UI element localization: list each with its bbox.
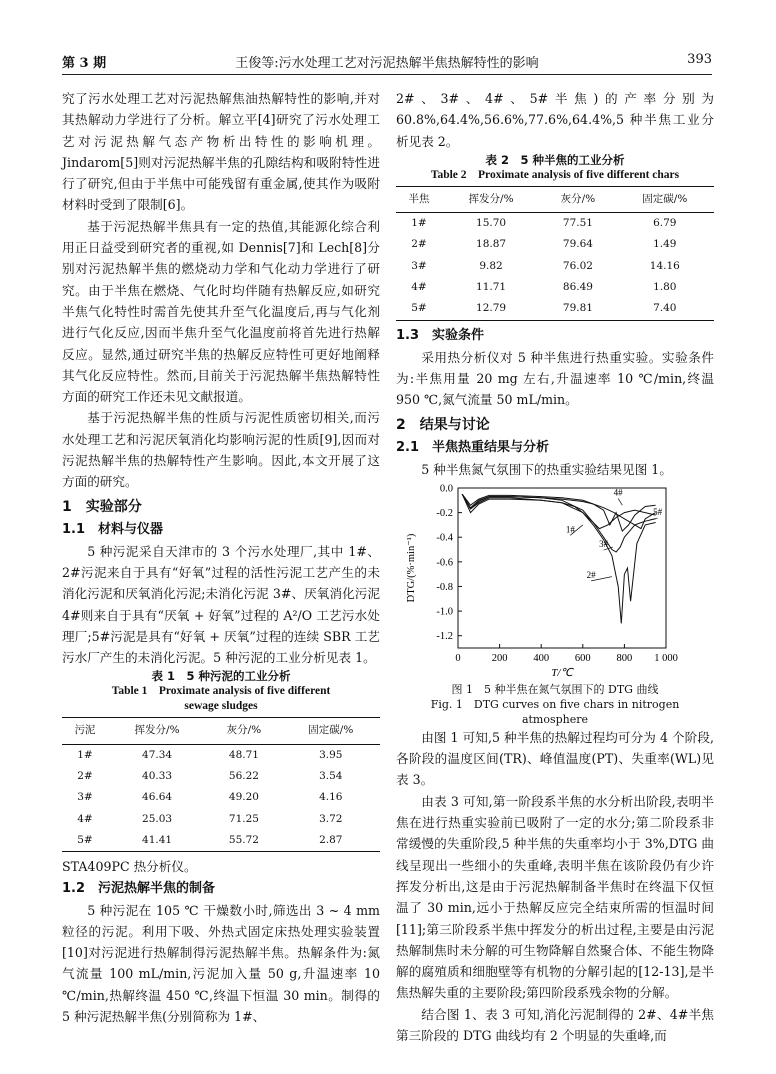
left-column bbox=[62, 88, 380, 1027]
table-cell: 2# bbox=[411, 238, 427, 251]
y-tick-label: -0.2 bbox=[436, 507, 453, 519]
x-axis-label: T/℃ bbox=[551, 666, 573, 679]
page-number: 393 bbox=[687, 52, 712, 67]
running-header bbox=[62, 52, 712, 74]
table-row bbox=[396, 298, 714, 320]
x-tick-label: 800 bbox=[616, 652, 633, 664]
table-cell: 9.82 bbox=[479, 259, 503, 272]
table-cell: 46.64 bbox=[142, 791, 173, 804]
table-cell: 41.41 bbox=[108, 830, 206, 852]
paragraph: STA409PC 热分析仪。 bbox=[62, 859, 197, 875]
table-cell: 49.20 bbox=[228, 791, 259, 804]
paragraph: 采用热分析仪对 5 种半焦进行热重实验。实验条件为:半焦用量 20 mg 左右,升温速率 10 ℃/min,终温 950 ℃,氮气流量 50 mL/min。 bbox=[396, 349, 714, 408]
x-tick-label: 600 bbox=[574, 652, 591, 664]
table-row bbox=[62, 809, 380, 830]
table-row bbox=[62, 744, 380, 766]
x-tick-label: 200 bbox=[491, 652, 508, 664]
paragraph: 5 种半焦氮气氛围下的热重实验结果见图 1。 bbox=[421, 461, 672, 477]
table-cell: 47.34 bbox=[142, 748, 173, 761]
table-row bbox=[62, 830, 380, 852]
table-caption: 表 1 5 种污泥的工业分析 bbox=[151, 669, 291, 684]
table-cell: 79.64 bbox=[562, 238, 593, 251]
table-cell: 1# bbox=[77, 748, 93, 761]
y-axis-label: DTG/(%·min⁻¹) bbox=[406, 533, 417, 603]
table-1 bbox=[62, 717, 380, 852]
series-label: 5# bbox=[653, 506, 663, 517]
table-cell: 3.54 bbox=[319, 770, 343, 783]
table-cell: 55.72 bbox=[206, 830, 281, 852]
paragraph: 2#、3#、4#、5#半焦)的产率分别为 60.8%,64.4%,56.6%,77.6%,64.4%,5 种半焦工业分析见表 2。 bbox=[396, 91, 714, 149]
table-cell: 3.72 bbox=[319, 812, 343, 825]
table-caption-en: Table 1 Proximate analysis of five different bbox=[111, 685, 331, 698]
table-row bbox=[396, 234, 714, 255]
table-header-cell: 固定碳/% bbox=[616, 186, 714, 212]
figure-caption-en: Fig. 1 DTG curves on five chars in nitrogen atmosphere bbox=[430, 697, 680, 726]
table-row bbox=[396, 256, 714, 277]
figure-1 bbox=[396, 480, 714, 682]
section-heading: 1 实验部分 bbox=[62, 498, 142, 515]
table-cell: 15.70 bbox=[476, 217, 507, 230]
table-caption-en: Table 2 Proximate analysis of five different chars bbox=[430, 168, 680, 181]
table-cell: 14.16 bbox=[649, 259, 680, 272]
table-cell: 1.80 bbox=[653, 281, 677, 294]
series-label: 3# bbox=[599, 538, 609, 549]
table-cell: 7.40 bbox=[616, 298, 714, 320]
y-tick-label: -0.8 bbox=[436, 581, 453, 593]
table-row bbox=[396, 277, 714, 298]
table-cell: 25.03 bbox=[142, 812, 173, 825]
subsection-heading: 1.2 污泥热解半焦的制备 bbox=[62, 880, 216, 896]
table-header-cell: 固定碳/% bbox=[282, 718, 380, 744]
table-row bbox=[396, 213, 714, 235]
table-cell: 2.87 bbox=[282, 830, 380, 852]
header-rule bbox=[62, 74, 712, 75]
y-tick-label: 0.0 bbox=[439, 483, 453, 495]
running-title: 王俊等:污水处理工艺对污泥热解半焦热解特性的影响 bbox=[235, 56, 539, 71]
table-caption-en: sewage sludges bbox=[184, 700, 258, 713]
table-cell: 86.49 bbox=[562, 281, 593, 294]
table-cell: 6.79 bbox=[653, 217, 677, 230]
table-cell: 1.49 bbox=[653, 238, 677, 251]
table-cell: 12.79 bbox=[442, 298, 540, 320]
table-cell: 56.22 bbox=[228, 770, 259, 783]
plot-frame bbox=[458, 488, 666, 648]
table-caption: 表 2 5 种半焦的工业分析 bbox=[485, 152, 625, 167]
table-cell: 3# bbox=[411, 259, 427, 272]
y-tick-label: -1.2 bbox=[436, 631, 453, 643]
series-label: 1# bbox=[565, 524, 575, 535]
table-cell: 11.71 bbox=[476, 281, 507, 294]
table-cell: 18.87 bbox=[476, 238, 507, 251]
paragraph: 结合图 1、表 3 可知,消化污泥制得的 2#、4#半焦第三阶段的 DTG 曲线均有 2 个明显的失重峰,而 bbox=[396, 1006, 714, 1044]
paragraph: 究了污水处理工艺对污泥热解焦油热解特性的影响,并对其热解动力学进行了分析。解立平[4]研究了污水处理工艺对污泥热解气态产物析出特性的影响机理。Jindarom[5]则对污泥热解半焦的孔隙结构和吸附特性进行了研究,但由于半焦中可能残留有重金属,使其作为吸附材料时受到了限制[6]。 bbox=[62, 91, 380, 213]
table-row bbox=[62, 766, 380, 787]
series-label: 2# bbox=[586, 569, 596, 580]
series-label: 4# bbox=[613, 487, 623, 498]
series-leader bbox=[618, 498, 622, 505]
table-cell: 4# bbox=[77, 812, 93, 825]
table-row bbox=[62, 787, 380, 808]
paragraph: 由图 1 可知,5 种半焦的热解过程均可分为 4 个阶段,各阶段的温度区间(TR)、峰值温度(PT)、失重率(WL)见表 3。 bbox=[396, 729, 714, 788]
issue-number: 第 3 期 bbox=[62, 56, 107, 71]
table-header-cell: 挥发分/% bbox=[442, 186, 540, 212]
paragraph: 5 种污泥在 105 ℃ 干燥数小时,筛选出 3 ~ 4 mm 粒径的污泥。利用下吸、外热式固定床热处理实验装置[10]对污泥进行热解制得污泥热解半焦。热解条件为:氮气流量 100 mL/min,污泥加入量 50 g,升温速率 10 ℃/min,热解终温 450 ℃,终温下恒温 30 min。制得的 5 种污泥热解半焦(分别简称为 1#、 bbox=[62, 902, 380, 1024]
right-column bbox=[396, 88, 714, 1046]
subsection-heading: 1.3 实验条件 bbox=[396, 327, 485, 343]
paragraph: 基于污泥热解半焦具有一定的热值,其能源化综合利用正日益受到研究者的重视,如 Dennis[7]和 Lech[8]分别对污泥热解半焦的燃烧动力学和气化动力学进行了研究。由于半焦在燃烧、气化时均伴随有热解反应,如研究半焦气化特性时需首先使其升至气化温度后,再与气化剂进行气化反应,因而半焦升至气化温度前将首先进行热解反应。显然,通过研究半焦的热解反应特性可更好地阐释其气化反应特性。然而,目前关于污泥热解半焦热解特性方面的研究工作还未见文献报道。 bbox=[62, 218, 380, 405]
x-tick-label: 1 000 bbox=[654, 652, 678, 664]
table-2 bbox=[396, 186, 714, 321]
section-heading: 2 结果与讨论 bbox=[396, 416, 490, 433]
table-header-cell: 半焦 bbox=[396, 186, 442, 212]
paragraph: 基于污泥热解半焦的性质与污泥性质密切相关,而污水处理工艺和污泥厌氧消化均影响污泥的性质[9],因而对污泥热解半焦的热解特性产生影响。因此,本文开展了这方面的研究。 bbox=[62, 410, 380, 490]
paragraph: 5 种污泥采自天津市的 3 个污水处理厂,其中 1#、2#污泥来自于具有“好氧”过程的活性污泥工艺产生的未消化污泥和厌氧消化污泥;未消化污泥 3#、厌氧消化污泥 4#则来自于具有“厌氧 + 好氧”过程的 A²/O 工艺污水处理厂;5#污泥是具有“好氧 + 厌氧”过程的连续 SBR 工艺污水厂产生的未消化污泥。5 种污泥的工业分析见表 1。 bbox=[62, 543, 380, 666]
table-cell: 4# bbox=[411, 281, 427, 294]
table-cell: 4.16 bbox=[319, 791, 343, 804]
table-cell: 71.25 bbox=[228, 812, 259, 825]
table-cell: 79.81 bbox=[540, 298, 615, 320]
x-tick-label: 400 bbox=[533, 652, 550, 664]
table-cell: 48.71 bbox=[228, 748, 259, 761]
figure-caption: 图 1 5 种半焦在氮气氛围下的 DTG 曲线 bbox=[451, 682, 659, 696]
paragraph: 由表 3 可知,第一阶段系半焦的水分析出阶段,表明半焦在进行热重实验前已吸附了一定的水分;第二阶段系非常缓慢的失重阶段,5 种半焦的失重率均小于 3%,DTG 曲线呈现出一些细小的失重峰,表明半焦在该阶段仍有少许挥发分析出,这是由于污泥热解制备半焦时在终温下仅恒温了 30 min,远小于热解反应完全结束所需的恒温时间[11];第三阶段系半焦中挥发分的析出过程,主要是由污泥热解制焦时未分解的可生物降解自然聚合体、不能生物降解的腐殖质和细胞壁等有机物的分解引起的[12-13],是半焦热解失重的主要阶段;第四阶段系残余物的分解。 bbox=[396, 793, 714, 1001]
table-header-cell: 污泥 bbox=[62, 718, 108, 744]
table-cell: 40.33 bbox=[142, 770, 173, 783]
table-cell: 3# bbox=[77, 791, 93, 804]
table-cell: 76.02 bbox=[562, 259, 593, 272]
y-tick-label: -0.4 bbox=[436, 532, 453, 544]
table-header-cell: 灰分/% bbox=[540, 186, 615, 212]
table-cell: 77.51 bbox=[562, 217, 593, 230]
table-cell: 3.95 bbox=[319, 748, 343, 761]
table-header-cell: 挥发分/% bbox=[108, 718, 206, 744]
x-tick-label: 0 bbox=[455, 652, 461, 664]
table-cell: 5# bbox=[396, 298, 442, 320]
table-cell: 2# bbox=[77, 770, 93, 783]
dtg-chart bbox=[396, 480, 714, 682]
series-line-2 bbox=[462, 494, 655, 623]
y-tick-label: -0.6 bbox=[436, 557, 453, 569]
table-cell: 5# bbox=[62, 830, 108, 852]
subsection-heading: 1.1 材料与仪器 bbox=[62, 521, 164, 537]
y-tick-label: -1.0 bbox=[436, 606, 453, 618]
subsection-heading: 2.1 半焦热重结果与分析 bbox=[396, 439, 550, 455]
table-header-cell: 灰分/% bbox=[206, 718, 281, 744]
table-cell: 1# bbox=[411, 217, 427, 230]
